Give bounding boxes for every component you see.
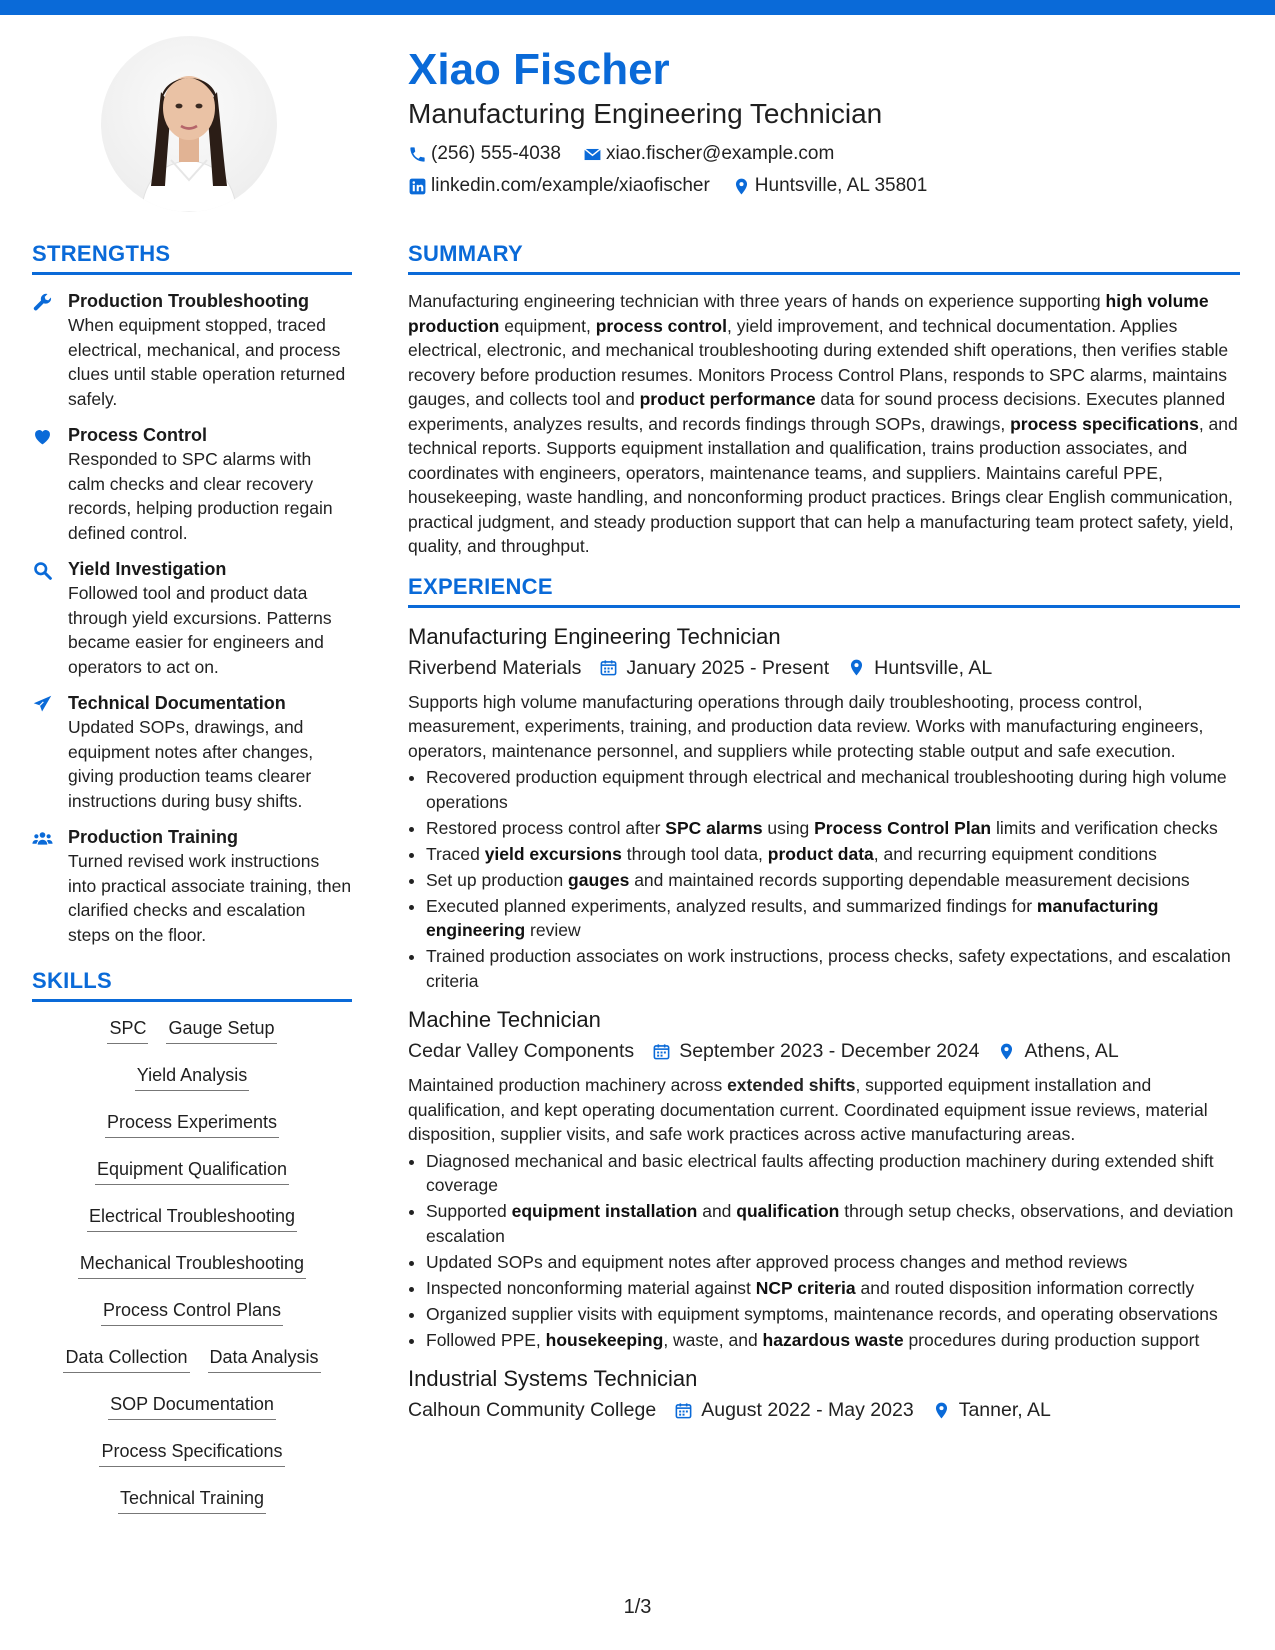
strength-desc: When equipment stopped, traced electrical, mechanical, and process clues until stable operation returned safely. [68, 315, 346, 409]
dates-text: January 2025 - Present [626, 656, 830, 679]
text-segment: Executed planned experiments, analyzed results, and summarized findings for [426, 895, 1037, 916]
job-description [408, 1073, 1240, 1147]
strength-body [68, 423, 352, 545]
bullet-item [426, 842, 1240, 867]
text-segment: Supported [426, 1201, 512, 1221]
text-segment: Followed PPE, [426, 1329, 546, 1350]
bold-text: qualification [736, 1201, 840, 1221]
paper-plane-icon [32, 694, 53, 715]
calendar-icon [674, 1401, 693, 1420]
calendar-icon [599, 658, 618, 677]
job-dates [652, 1035, 979, 1067]
skill-tag: Equipment Qualification [95, 1157, 289, 1185]
strength-body [68, 289, 352, 411]
bullet-item [426, 894, 1240, 943]
job-entry [408, 1364, 1240, 1426]
strength-body [68, 691, 352, 813]
map-pin-icon [847, 658, 866, 677]
job-location [932, 1394, 1051, 1426]
strength-desc: Followed tool and product data through yield excursions. Patterns became easier for engineers and operators to act on. [68, 583, 332, 677]
text-segment: Recovered production equipment through electrical and mechanical troubleshooting during high volume operations [426, 767, 1227, 812]
job-dates [674, 1394, 913, 1426]
location-contact [732, 170, 928, 202]
text-segment: Maintained production machinery across [408, 1075, 728, 1095]
strength-title: Production Training [68, 827, 238, 847]
calendar-icon [652, 1042, 671, 1061]
experience-heading: EXPERIENCE [408, 573, 1240, 608]
job-location [847, 652, 992, 684]
text-segment: limits and verification checks [991, 817, 1218, 838]
job-company [408, 652, 581, 684]
phone-text: (256) 555-4038 [431, 143, 561, 164]
skill-tag: Electrical Troubleshooting [87, 1204, 297, 1232]
skill-tag: Data Analysis [208, 1345, 321, 1373]
text-segment: Trained production associates on work instructions, process checks, safety expectations, and escalation criteria [426, 946, 1231, 991]
map-pin-icon [932, 1401, 951, 1420]
bullet-item [426, 1276, 1240, 1301]
bullet-item [426, 1250, 1240, 1275]
strength-item [32, 557, 352, 679]
bullet-item [426, 944, 1240, 993]
text-segment: , waste, and [663, 1329, 763, 1350]
skill-tag: Yield Analysis [135, 1063, 249, 1091]
job-dates [599, 652, 829, 684]
text-segment: through tool data, [621, 843, 768, 864]
heart-icon [32, 426, 53, 447]
strength-icon-wrap [32, 423, 68, 545]
strength-icon-wrap [32, 691, 68, 813]
text-segment: through setup checks, observations, and deviation escalation [426, 1201, 1234, 1246]
skills-heading: SKILLS [32, 967, 352, 1002]
bold-text: product performance [639, 389, 816, 409]
summary-heading: SUMMARY [408, 240, 1240, 275]
text-segment: Inspected nonconforming material against [426, 1277, 756, 1298]
location-text: Tanner, AL [958, 1399, 1051, 1421]
company-text: Calhoun Community College [408, 1399, 657, 1421]
location-text: Huntsville, AL 35801 [754, 175, 928, 196]
text-segment: , and recurring equipment conditions [873, 843, 1157, 864]
job-title: Industrial Systems Technician [408, 1366, 698, 1391]
text-segment: Supports high volume manufacturing operations through daily troubleshooting, process control, measurement, experiments, training, and production data review. Works with manufacturing engineers, operators, maintenance personnel, and suppliers while protecting stable output and safe execution. [408, 691, 1204, 761]
bold-text: process specifications [1010, 413, 1199, 434]
text-segment: and routed disposition information correctly [855, 1277, 1195, 1298]
strength-item [32, 691, 352, 813]
experience-list [408, 622, 1240, 1427]
strength-title: Production Troubleshooting [68, 291, 309, 311]
strength-item [32, 825, 352, 947]
job-meta [408, 652, 1240, 684]
phone-contact [408, 138, 561, 170]
text-segment: Manufacturing engineering technician with three years of hands on experience supporting [408, 291, 1106, 311]
strength-item [32, 289, 352, 411]
wrench-icon [32, 292, 53, 313]
text-segment: equipment, [499, 315, 596, 336]
bold-text: extended shifts [727, 1075, 856, 1095]
bullet-item [426, 816, 1240, 841]
linkedin-icon [408, 177, 427, 196]
skills-list [32, 1016, 352, 1533]
job-meta [408, 1394, 1240, 1426]
strength-icon-wrap [32, 289, 68, 411]
text-segment: and [697, 1201, 737, 1221]
job-company [408, 1394, 656, 1426]
job-company [408, 1035, 634, 1067]
text-segment: Diagnosed mechanical and basic electrical faults affecting production machinery during extended shift coverage [426, 1150, 1214, 1195]
bold-text: process control [595, 315, 727, 336]
strength-body [68, 825, 352, 947]
strength-icon-wrap [32, 557, 68, 679]
skill-tag: Mechanical Troubleshooting [78, 1251, 306, 1279]
bold-text: SPC alarms [665, 817, 763, 838]
location-text: Huntsville, AL [874, 656, 993, 679]
bullet-item [426, 1328, 1240, 1353]
email-text[interactable]: xiao.fischer@example.com [605, 143, 835, 164]
bullet-item [426, 765, 1240, 814]
company-text: Cedar Valley Components [408, 1040, 635, 1062]
resume-header [408, 44, 1228, 202]
job-description [408, 690, 1240, 764]
bold-text: manufacturing engineering [426, 895, 1159, 940]
job-bullets [408, 765, 1240, 993]
bold-text: yield excursions [484, 843, 622, 864]
text-segment: Restored process control after [426, 817, 666, 838]
dates-text: August 2022 - May 2023 [701, 1399, 914, 1421]
text-segment: using [762, 817, 815, 838]
skill-tag: Data Collection [63, 1345, 189, 1373]
job-bullets [408, 1149, 1240, 1353]
bullet-item [426, 1199, 1240, 1248]
users-icon [32, 828, 53, 849]
bullet-item [426, 1302, 1240, 1327]
strength-desc: Updated SOPs, drawings, and equipment notes after changes, giving production teams clearer instructions during busy shifts. [68, 717, 314, 811]
map-pin-icon [732, 177, 751, 196]
bold-text: housekeeping [545, 1329, 664, 1350]
dates-text: September 2023 - December 2024 [679, 1040, 980, 1062]
page-number: 1/3 [623, 1596, 652, 1618]
bold-text: hazardous waste [762, 1329, 904, 1350]
linkedin-contact[interactable] [408, 170, 710, 202]
skill-tag: SOP Documentation [108, 1392, 276, 1420]
strength-item [32, 423, 352, 545]
bullet-item [426, 868, 1240, 893]
candidate-name: Xiao Fischer [408, 45, 670, 94]
location-text: Athens, AL [1024, 1040, 1119, 1062]
text-segment: data for sound process decisions. Executes planned experiments, analyzes results, and records findings through SOPs, drawings, [408, 389, 1226, 434]
skill-tag: Process Control Plans [101, 1298, 283, 1326]
top-accent-bar [0, 0, 1275, 15]
summary-text [408, 289, 1240, 559]
text-segment: and maintained records supporting dependable measurement decisions [629, 869, 1190, 890]
text-segment: Organized supplier visits with equipment symptoms, maintenance records, and operating observations [426, 1303, 1218, 1324]
map-pin-icon [997, 1042, 1016, 1061]
linkedin-text[interactable]: linkedin.com/example/xiaofischer [431, 175, 710, 196]
email-contact[interactable] [583, 138, 834, 170]
candidate-title: Manufacturing Engineering Technician [408, 98, 883, 129]
contact-row-2 [408, 170, 1228, 202]
right-column [408, 240, 1240, 1432]
strength-title: Process Control [68, 425, 208, 445]
text-segment: Set up production [426, 869, 569, 890]
text-segment: Updated SOPs and equipment notes after approved process changes and method reviews [426, 1251, 1128, 1272]
job-location [997, 1035, 1118, 1067]
bold-text: equipment installation [511, 1201, 698, 1221]
job-meta [408, 1035, 1240, 1067]
text-segment: Traced [426, 843, 485, 864]
text-segment: , yield improvement, and technical documentation. Applies electrical, electronic, and mechanical troubleshooting during extended shift operations, then verifies stable recovery before production resumes. Monitors Process Control Plans, responds to SPC alarms, maintains gauges, and collects tool and [408, 315, 1229, 409]
skill-tag: Technical Training [118, 1486, 266, 1514]
strengths-list [32, 289, 352, 947]
strength-title: Technical Documentation [68, 693, 286, 713]
skill-tag: Gauge Setup [166, 1016, 276, 1044]
text-segment: review [525, 920, 581, 940]
bold-text: product data [767, 843, 874, 864]
left-column [32, 240, 352, 1533]
skill-tag: SPC [107, 1016, 148, 1044]
job-entry [408, 1005, 1240, 1352]
profile-photo [101, 36, 277, 212]
bold-text: gauges [568, 869, 630, 890]
strength-icon-wrap [32, 825, 68, 947]
contact-row-1 [408, 138, 1228, 170]
text-segment: , and technical reports. Supports equipment installation and qualification, trains production associates, and coordinates with engineers, operators, maintenance teams, and suppliers. Maintains careful PPE, housekeeping, waste handling, and nonconforming product practices. Brings clear English communication, practical judgment, and steady production support that can help a manufacturing team protect safety, yield, quality, and throughput. [408, 413, 1238, 556]
job-entry [408, 622, 1240, 994]
job-title: Manufacturing Engineering Technician [408, 623, 781, 649]
skill-tag: Process Specifications [99, 1439, 284, 1467]
strength-title: Yield Investigation [68, 559, 227, 579]
strength-desc: Turned revised work instructions into practical associate training, then clarified checks and escalation steps on the floor. [68, 851, 352, 945]
job-title: Machine Technician [408, 1007, 601, 1032]
strength-body [68, 557, 352, 679]
text-segment: , supported equipment installation and qualification, and kept operating documentation current. Coordinated equipment issue reviews, material disposition, supplier visits, and safe work practices across active manufacturing areas. [408, 1075, 1208, 1144]
bullet-item [426, 1149, 1240, 1198]
company-text: Riverbend Materials [408, 656, 582, 679]
bold-text: NCP criteria [755, 1277, 856, 1298]
bold-text: high volume production [408, 291, 1209, 336]
bold-text: Process Control Plan [814, 817, 992, 838]
skill-tag: Process Experiments [105, 1110, 279, 1138]
strengths-heading: STRENGTHS [32, 240, 352, 275]
text-segment: procedures during production support [903, 1329, 1200, 1350]
magnifier-icon [32, 560, 53, 581]
phone-icon [408, 145, 427, 164]
envelope-icon [583, 145, 602, 164]
strength-desc: Responded to SPC alarms with calm checks and clear recovery records, helping production regain defined control. [68, 449, 333, 543]
